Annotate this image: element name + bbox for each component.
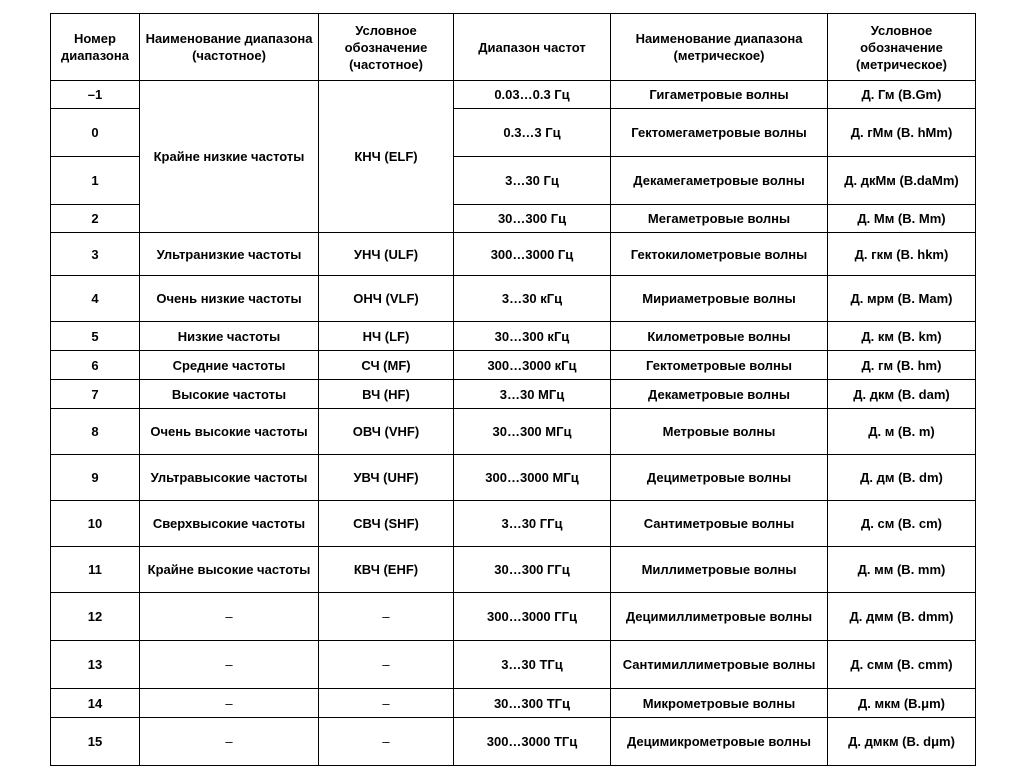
- table-row: [51, 501, 976, 547]
- band-name-metric: Километровые волны: [611, 322, 828, 351]
- band-symbol-freq: НЧ (LF): [319, 322, 454, 351]
- header-symbol-metric: Условное обозначение (метрическое): [828, 14, 976, 81]
- band-number: 2: [51, 205, 140, 233]
- band-number: 1: [51, 157, 140, 205]
- band-number: 8: [51, 409, 140, 455]
- band-name-metric: Декамегаметровые волны: [611, 157, 828, 205]
- band-freq-range: 300…3000 кГц: [454, 351, 611, 380]
- band-symbol-freq: КВЧ (EHF): [319, 547, 454, 593]
- band-symbol-freq: КНЧ (ELF): [319, 81, 454, 233]
- band-symbol-metric: Д. см (B. cm): [828, 501, 976, 547]
- band-number: 9: [51, 455, 140, 501]
- band-symbol-metric: Д. км (B. km): [828, 322, 976, 351]
- band-name-freq: –: [140, 718, 319, 766]
- band-name-metric: Гектометровые волны: [611, 351, 828, 380]
- band-symbol-metric: Д. гм (B. hm): [828, 351, 976, 380]
- band-symbol-freq: –: [319, 641, 454, 689]
- table-row: [51, 689, 976, 718]
- band-name-freq: –: [140, 689, 319, 718]
- band-freq-range: 0.03…0.3 Гц: [454, 81, 611, 109]
- band-freq-range: 30…300 МГц: [454, 409, 611, 455]
- band-name-freq: Крайне высокие частоты: [140, 547, 319, 593]
- band-name-metric: Миллиметровые волны: [611, 547, 828, 593]
- band-symbol-freq: –: [319, 718, 454, 766]
- frequency-bands-table: [50, 13, 976, 766]
- header-name-freq: Наименование диапазона (частотное): [140, 14, 319, 81]
- band-name-freq: –: [140, 593, 319, 641]
- table-row: [51, 380, 976, 409]
- band-name-metric: Микрометровые волны: [611, 689, 828, 718]
- band-symbol-freq: СВЧ (SHF): [319, 501, 454, 547]
- band-number: 15: [51, 718, 140, 766]
- band-freq-range: 300…3000 Гц: [454, 233, 611, 276]
- band-symbol-freq: ОНЧ (VLF): [319, 276, 454, 322]
- band-name-freq: Крайне низкие частоты: [140, 81, 319, 233]
- band-name-metric: Сантимиллиметровые волны: [611, 641, 828, 689]
- band-symbol-metric: Д. смм (B. cmm): [828, 641, 976, 689]
- band-freq-range: 300…3000 ГГц: [454, 593, 611, 641]
- table-row: [51, 641, 976, 689]
- header-freq-range: Диапазон частот: [454, 14, 611, 81]
- header-name-metric: Наименование диапазона (метрическое): [611, 14, 828, 81]
- table-row: [51, 409, 976, 455]
- band-number: 11: [51, 547, 140, 593]
- band-freq-range: 30…300 Гц: [454, 205, 611, 233]
- band-freq-range: 0.3…3 Гц: [454, 109, 611, 157]
- header-row: [51, 14, 976, 81]
- band-number: 3: [51, 233, 140, 276]
- band-number: –1: [51, 81, 140, 109]
- band-symbol-metric: Д. дмм (B. dmm): [828, 593, 976, 641]
- band-name-metric: Гектомегаметровые волны: [611, 109, 828, 157]
- table-row: [51, 276, 976, 322]
- band-freq-range: 3…30 МГц: [454, 380, 611, 409]
- band-symbol-metric: Д. дкМм (B.daMm): [828, 157, 976, 205]
- band-name-freq: Высокие частоты: [140, 380, 319, 409]
- band-symbol-metric: Д. гкм (B. hkm): [828, 233, 976, 276]
- band-name-metric: Декаметровые волны: [611, 380, 828, 409]
- band-symbol-metric: Д. Гм (B.Gm): [828, 81, 976, 109]
- band-number: 14: [51, 689, 140, 718]
- table-row: [51, 455, 976, 501]
- band-name-metric: Гектокилометровые волны: [611, 233, 828, 276]
- band-number: 5: [51, 322, 140, 351]
- band-freq-range: 300…3000 МГц: [454, 455, 611, 501]
- band-freq-range: 30…300 ГГц: [454, 547, 611, 593]
- band-symbol-metric: Д. мрм (B. Mam): [828, 276, 976, 322]
- band-symbol-freq: ВЧ (HF): [319, 380, 454, 409]
- band-name-metric: Метровые волны: [611, 409, 828, 455]
- header-symbol-freq: Условное обозначение (частотное): [319, 14, 454, 81]
- band-name-freq: Ультравысокие частоты: [140, 455, 319, 501]
- band-symbol-metric: Д. Мм (B. Mm): [828, 205, 976, 233]
- band-name-metric: Мегаметровые волны: [611, 205, 828, 233]
- band-number: 4: [51, 276, 140, 322]
- table-row: [51, 547, 976, 593]
- band-symbol-metric: Д. дмкм (B. dμm): [828, 718, 976, 766]
- header-number: Номер диапазона: [51, 14, 140, 81]
- band-symbol-freq: СЧ (MF): [319, 351, 454, 380]
- band-symbol-metric: Д. м (B. m): [828, 409, 976, 455]
- band-name-metric: Гигаметровые волны: [611, 81, 828, 109]
- band-name-freq: Очень низкие частоты: [140, 276, 319, 322]
- table-row: [51, 233, 976, 276]
- band-name-metric: Дециметровые волны: [611, 455, 828, 501]
- band-name-freq: Низкие частоты: [140, 322, 319, 351]
- band-symbol-metric: Д. мкм (B.μm): [828, 689, 976, 718]
- table-row: [51, 718, 976, 766]
- band-symbol-freq: УВЧ (UHF): [319, 455, 454, 501]
- band-number: 7: [51, 380, 140, 409]
- band-freq-range: 3…30 ТГц: [454, 641, 611, 689]
- table-row: [51, 322, 976, 351]
- band-freq-range: 3…30 Гц: [454, 157, 611, 205]
- band-symbol-metric: Д. гМм (B. hMm): [828, 109, 976, 157]
- band-name-freq: Сверхвысокие частоты: [140, 501, 319, 547]
- table-row: [51, 593, 976, 641]
- band-freq-range: 300…3000 ТГц: [454, 718, 611, 766]
- band-freq-range: 30…300 кГц: [454, 322, 611, 351]
- band-symbol-freq: ОВЧ (VHF): [319, 409, 454, 455]
- band-name-metric: Децимикрометровые волны: [611, 718, 828, 766]
- band-number: 12: [51, 593, 140, 641]
- band-symbol-freq: –: [319, 689, 454, 718]
- band-symbol-metric: Д. дм (B. dm): [828, 455, 976, 501]
- band-symbol-freq: –: [319, 593, 454, 641]
- band-freq-range: 30…300 ТГц: [454, 689, 611, 718]
- band-name-freq: Средние частоты: [140, 351, 319, 380]
- band-freq-range: 3…30 ГГц: [454, 501, 611, 547]
- band-symbol-freq: УНЧ (ULF): [319, 233, 454, 276]
- band-number: 13: [51, 641, 140, 689]
- band-name-freq: Ультранизкие частоты: [140, 233, 319, 276]
- band-name-freq: –: [140, 641, 319, 689]
- band-symbol-metric: Д. дкм (B. dam): [828, 380, 976, 409]
- band-freq-range: 3…30 кГц: [454, 276, 611, 322]
- table-row: [51, 351, 976, 380]
- band-symbol-metric: Д. мм (B. mm): [828, 547, 976, 593]
- band-name-metric: Сантиметровые волны: [611, 501, 828, 547]
- table-row: [51, 81, 976, 109]
- band-name-metric: Децимиллиметровые волны: [611, 593, 828, 641]
- band-name-metric: Мириаметровые волны: [611, 276, 828, 322]
- band-name-freq: Очень высокие частоты: [140, 409, 319, 455]
- band-number: 0: [51, 109, 140, 157]
- band-number: 10: [51, 501, 140, 547]
- band-number: 6: [51, 351, 140, 380]
